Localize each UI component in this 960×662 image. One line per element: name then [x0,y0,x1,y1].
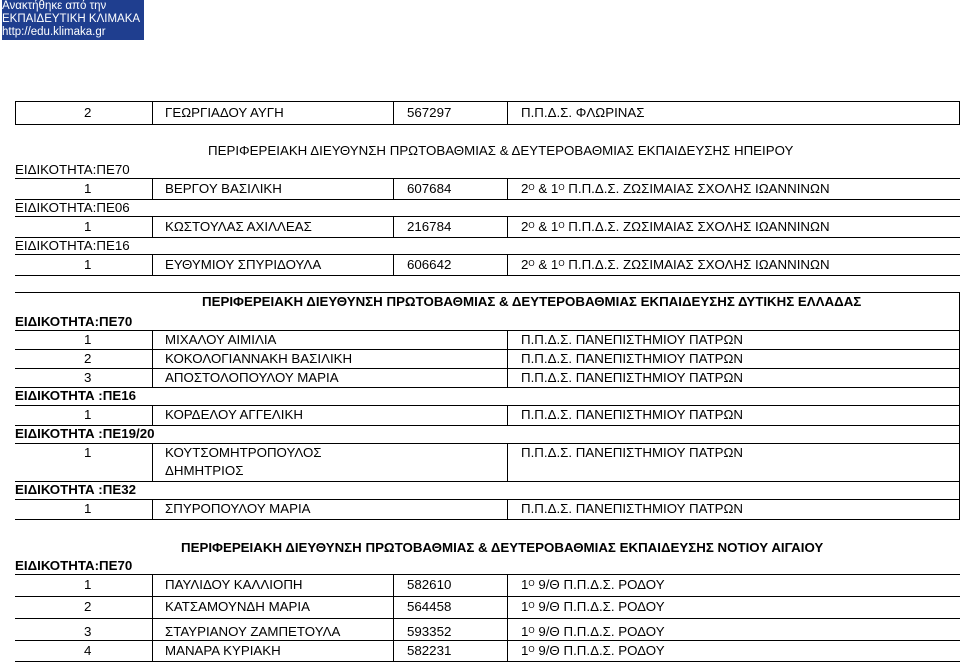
registry-number: 606642 [407,257,452,272]
row-number: 3 [84,624,92,639]
teacher-name: ΚΩΣΤΟΥΛΑΣ ΑΧΙΛΛΕΑΣ [165,219,312,234]
section-header: ΠΕΡΙΦΕΡΕΙΑΚΗ ΔΙΕΥΘΥΝΣΗ ΠΡΩΤΟΒΑΘΜΙΑΣ & ΔΕΥΤΕΡΟΒΑΘΜΙΑΣ ΕΚΠΑΙΔΕΥΣΗΣ ΗΠΕΙΡΟΥ [208,143,794,158]
teacher-name: ΓΕΩΡΓΙΑΔΟΥ ΑΥΓΗ [165,105,284,120]
specialty-label: ΕΙΔΙΚΟΤΗΤΑ:ΠΕ16 [15,238,130,253]
row-number: 1 [84,257,92,272]
registry-number: 607684 [407,181,452,196]
teacher-name: ΜΑΝΑΡΑ ΚΥΡΙΑΚΗ [165,643,281,658]
teacher-name: ΕΥΘΥΜΙΟΥ ΣΠΥΡΙΔΟΥΛΑ [165,257,322,272]
school-assignment: $1^O$ 9/Θ Π.Π.Δ.Σ. ΡΟΔΟΥ [521,599,665,614]
registry-number: 582610 [407,577,452,592]
school-name: Π.Π.Δ.Σ. ΠΑΝΕΠΙΣΤΗΜΙΟΥ ΠΑΤΡΩΝ [521,351,743,366]
watermark-line: ΕΚΠΑΙΔΕΥΤΙΚΗ ΚΛΙΜΑΚΑ [2,13,141,25]
registry-number: 567297 [407,105,452,120]
teacher-name: ΚΟΚΟΛΟΓΙΑΝΝΑΚΗ ΒΑΣΙΛΙΚΗ [165,351,353,366]
teacher-name: ΠΑΥΛΙΔΟΥ ΚΑΛΛΙΟΠΗ [165,577,303,592]
teacher-name: ΣΠΥΡΟΠΟΥΛΟΥ ΜΑΡΙΑ [165,501,311,516]
row-number: 1 [84,181,92,196]
teacher-name: ΜΙΧΑΛΟΥ ΑΙΜΙΛΙΑ [165,332,277,347]
school-name: Π.Π.Δ.Σ. ΠΑΝΕΠΙΣΤΗΜΙΟΥ ΠΑΤΡΩΝ [521,370,743,385]
school-assignment: $2^O$ & $1^O$ Π.Π.Δ.Σ. ΖΩΣΙΜΑΙΑΣ ΣΧΟΛΗΣ ΙΩΑΝΝΙΝΩΝ [521,181,830,196]
section-header: ΠΕΡΙΦΕΡΕΙΑΚΗ ΔΙΕΥΘΥΝΣΗ ΠΡΩΤΟΒΑΘΜΙΑΣ & ΔΕΥΤΕΡΟΒΑΘΜΙΑΣ ΕΚΠΑΙΔΕΥΣΗΣ ΔΥΤΙΚΗΣ ΕΛΛΑΔΑΣ [202,294,862,309]
row-number: 2 [84,105,92,120]
teacher-name: ΚΟΥΤΣΟΜΗΤΡΟΠΟΥΛΟΣ [165,445,322,460]
specialty-label: ΕΙΔΙΚΟΤΗΤΑ:ΠΕ70 [15,558,133,573]
row-number: 2 [84,599,92,614]
row-number: 1 [84,332,92,347]
teacher-name: ΚΑΤΣΑΜΟΥΝΔΗ ΜΑΡΙΑ [165,599,310,614]
specialty-label: ΕΙΔΙΚΟΤΗΤΑ :ΠΕ16 [15,388,136,403]
watermark-line: http://edu.klimaka.gr [2,26,106,38]
row-number: 1 [84,501,92,516]
specialty-label: ΕΙΔΙΚΟΤΗΤΑ :ΠΕ19/20 [15,426,155,441]
row-number: 1 [84,577,92,592]
school-name: Π.Π.Δ.Σ. ΠΑΝΕΠΙΣΤΗΜΙΟΥ ΠΑΤΡΩΝ [521,445,743,460]
teacher-name: ΚΟΡΔΕΛΟΥ ΑΓΓΕΛΙΚΗ [165,407,303,422]
specialty-label: ΕΙΔΙΚΟΤΗΤΑ :ΠΕ32 [15,482,136,497]
row-number: 1 [84,219,92,234]
specialty-label: ΕΙΔΙΚΟΤΗΤΑ:ΠΕ06 [15,200,130,215]
row-number: 1 [84,445,92,460]
registry-number: 582231 [407,643,452,658]
school-assignment: $1^O$ 9/Θ Π.Π.Δ.Σ. ΡΟΔΟΥ [521,577,665,592]
school-name: Π.Π.Δ.Σ. ΦΛΩΡΙΝΑΣ [521,105,645,120]
row-number: 4 [84,643,92,658]
teacher-name: ΑΠΟΣΤΟΛΟΠΟΥΛΟΥ ΜΑΡΙΑ [165,370,339,385]
registry-number: 593352 [407,624,452,639]
school-assignment: $2^O$ & $1^O$ Π.Π.Δ.Σ. ΖΩΣΙΜΑΙΑΣ ΣΧΟΛΗΣ ΙΩΑΝΝΙΝΩΝ [521,219,830,234]
school-name: Π.Π.Δ.Σ. ΠΑΝΕΠΙΣΤΗΜΙΟΥ ΠΑΤΡΩΝ [521,407,743,422]
specialty-label: ΕΙΔΙΚΟΤΗΤΑ:ΠΕ70 [15,162,130,177]
school-name: Π.Π.Δ.Σ. ΠΑΝΕΠΙΣΤΗΜΙΟΥ ΠΑΤΡΩΝ [521,332,743,347]
teacher-name: ΒΕΡΓΟΥ ΒΑΣΙΛΙΚΗ [165,181,282,196]
specialty-label: ΕΙΔΙΚΟΤΗΤΑ:ΠΕ70 [15,314,133,329]
teacher-name: ΣΤΑΥΡΙΑΝΟΥ ΖΑΜΠΕΤΟΥΛΑ [165,624,341,639]
school-assignment: $2^O$ & $1^O$ Π.Π.Δ.Σ. ΖΩΣΙΜΑΙΑΣ ΣΧΟΛΗΣ ΙΩΑΝΝΙΝΩΝ [521,257,830,272]
section-header: ΠΕΡΙΦΕΡΕΙΑΚΗ ΔΙΕΥΘΥΝΣΗ ΠΡΩΤΟΒΑΘΜΙΑΣ & ΔΕΥΤΕΡΟΒΑΘΜΙΑΣ ΕΚΠΑΙΔΕΥΣΗΣ ΝΟΤΙΟΥ ΑΙΓΑΙΟΥ [181,540,824,555]
school-assignment: $1^O$ 9/Θ Π.Π.Δ.Σ. ΡΟΔΟΥ [521,624,665,639]
row-number: 1 [84,407,92,422]
registry-number: 564458 [407,599,452,614]
row-number: 3 [84,370,92,385]
school-assignment: $1^O$ 9/Θ Π.Π.Δ.Σ. ΡΟΔΟΥ [521,643,665,658]
teacher-name-line2: ΔΗΜΗΤΡΙΟΣ [165,463,244,478]
row-number: 2 [84,351,92,366]
school-name: Π.Π.Δ.Σ. ΠΑΝΕΠΙΣΤΗΜΙΟΥ ΠΑΤΡΩΝ [521,501,743,516]
watermark-line: Ανακτήθηκε από την [2,0,107,12]
registry-number: 216784 [407,219,452,234]
